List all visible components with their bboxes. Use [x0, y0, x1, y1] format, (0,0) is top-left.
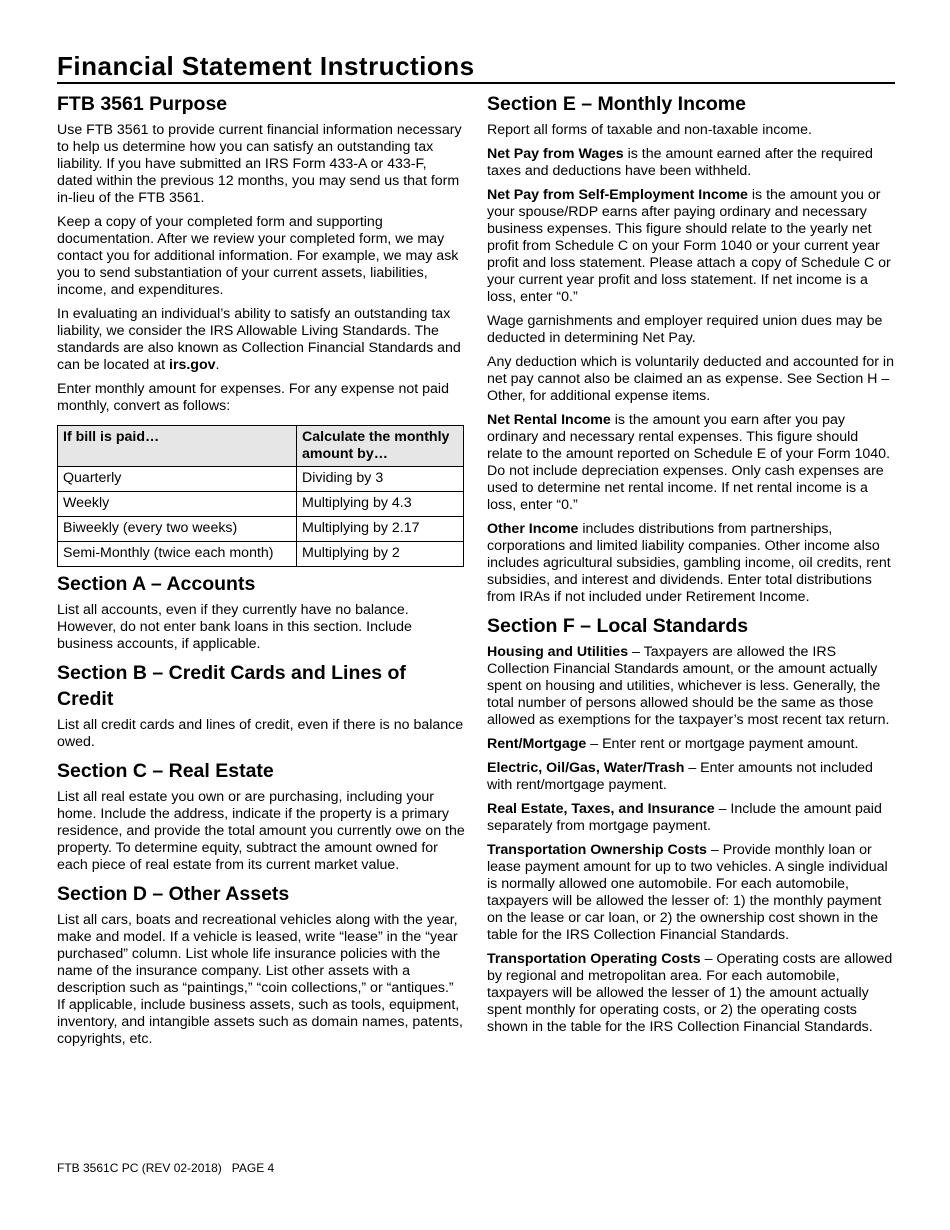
net-rental-paragraph — [487, 412, 897, 514]
net-pay-wages-paragraph — [487, 146, 897, 180]
purpose-heading: FTB 3561 Purpose — [57, 93, 228, 115]
rent-mortgage-text: – Enter rent or mortgage payment amount. — [586, 736, 859, 752]
deduction-paragraph: Any deduction which is voluntarily deducted and accounted for in net pay cannot also be claimed an as expense. See Section H – Other, for additional expense items. — [487, 354, 894, 404]
table-cell: Multiplying by 2.17 — [297, 517, 464, 542]
rent-mortgage-term: Rent/Mortgage — [487, 736, 587, 752]
real-estate-taxes-text: – Include the amount paid separately from mortgage payment. — [487, 801, 882, 834]
self-employment-paragraph — [487, 187, 897, 306]
section-b-heading: Section B – Credit Cards and Lines of Credit — [57, 662, 406, 710]
section-f-heading: Section F – Local Standards — [487, 615, 749, 637]
table-header-cell: Calculate the monthly amount by… — [297, 426, 464, 467]
section-a-paragraph: List all accounts, even if they currently have no balance. However, do not enter bank loans in this section. Include business accounts, if applicable. — [57, 602, 412, 652]
conversion-table — [57, 425, 464, 567]
self-employment-text: is the amount you or your spouse/RDP earns after paying ordinary and necessary business expenses. This figure should relate to the yearly net profit from Schedule C on your Form 1040 or your current year profit and loss statement. Please attach a copy of Schedule C or your current year profit and loss statement. If net income is a loss, enter “0.” — [487, 187, 891, 305]
operating-costs-term: Transportation Operating Costs — [487, 951, 701, 967]
page-number: PAGE 4 — [231, 1161, 275, 1175]
page-title: Financial Statement Instructions — [57, 51, 475, 81]
purpose-paragraph-3 — [57, 306, 465, 374]
purpose-p3-end: . — [215, 357, 220, 373]
section-c-heading: Section C – Real Estate — [57, 760, 274, 782]
housing-paragraph — [487, 644, 897, 729]
irs-gov-link: irs.gov — [169, 357, 216, 373]
housing-term: Housing and Utilities — [487, 644, 629, 660]
table-header-row — [58, 426, 464, 467]
electric-paragraph — [487, 760, 897, 794]
electric-text: – Enter amounts not included with rent/mortgage payment. — [487, 760, 873, 793]
table-header-cell: If bill is paid… — [58, 426, 297, 467]
table-cell: Biweekly (every two weeks) — [58, 517, 297, 542]
net-pay-wages-text: is the amount earned after the required taxes and deductions have been withheld. — [487, 146, 873, 179]
purpose-p3-text: In evaluating an individual’s ability to satisfy an outstanding tax liability, we consider the IRS Allowable Living Standards. The standards are also known as Collection Financial Standards and can be located at — [57, 306, 461, 373]
table-row — [58, 492, 464, 517]
section-e-intro: Report all forms of taxable and non-taxable income. — [487, 122, 812, 138]
other-income-term: Other Income — [487, 521, 579, 537]
purpose-paragraph-2: Keep a copy of your completed form and supporting documentation. After we review your completed form, we may contact you for additional information. For example, we may ask you to send substantiation of your current assets, liabilities, income, and expenditures. — [57, 214, 459, 298]
other-income-paragraph — [487, 521, 897, 606]
housing-text: – Taxpayers are allowed the IRS Collection Financial Standards amount, or the amount actually spent on housing and utilities, whichever is less. Generally, the total number of persons allowed should be the same as those allowed as exemptions for the taxpayer’s most recent tax return. — [487, 644, 890, 728]
section-e-heading: Section E – Monthly Income — [487, 93, 746, 115]
table-row — [58, 467, 464, 492]
section-d-paragraph: List all cars, boats and recreational vehicles along with the year, make and model. If a vehicle is leased, write “lease” in the “year purchased” column. List whole life insurance policies with the name of the insurance company. List other assets with a description such as “paintings,” “coin collections,” or “antiques.” If applicable, include business assets, such as tools, equipment, inventory, and intangible assets such as domain names, patents, copyrights, etc. — [57, 912, 463, 1047]
garnishment-paragraph: Wage garnishments and employer required union dues may be deducted in determining Net Pay. — [487, 313, 883, 346]
self-employment-term: Net Pay from Self-Employment Income — [487, 187, 748, 203]
page-footer — [57, 1161, 274, 1175]
operating-costs-text: – Operating costs are allowed by regional and metropolitan area. For each automobile, taxpayers will be allowed the lesser of 1) the amount actually spent monthly for operating costs, or 2) the operating costs shown in the table for the IRS Collection Financial Standards. — [487, 951, 893, 1035]
purpose-paragraph-1: Use FTB 3561 to provide current financial information necessary to help us determine how you can satisfy an outstanding tax liability. If you have submitted an IRS Form 433-A or 433-F, dated within the previous 12 months, you may send us that form in-lieu of the FTB 3561. — [57, 122, 462, 206]
other-income-text: includes distributions from partnerships, corporations and limited liability companies. Other income also includes agricultural subsidies, gambling income, oil credits, rent subsidies, and interest and dividends. Enter total distributions from IRAs if not included under Retirement Income. — [487, 521, 891, 605]
real-estate-taxes-paragraph — [487, 801, 897, 835]
net-pay-wages-term: Net Pay from Wages — [487, 146, 624, 162]
table-cell: Dividing by 3 — [297, 467, 464, 492]
section-d-heading: Section D – Other Assets — [57, 883, 290, 905]
form-number: FTB 3561C PC (REV 02-2018) — [57, 1161, 222, 1175]
electric-term: Electric, Oil/Gas, Water/Trash — [487, 760, 685, 776]
section-b-paragraph: List all credit cards and lines of credit, even if there is no balance owed. — [57, 717, 464, 750]
real-estate-taxes-term: Real Estate, Taxes, and Insurance — [487, 801, 715, 817]
rent-mortgage-paragraph — [487, 736, 897, 753]
right-column — [487, 91, 897, 1043]
purpose-paragraph-4: Enter monthly amount for expenses. For any expense not paid monthly, convert as follows: — [57, 381, 449, 414]
title-rule — [57, 82, 895, 84]
table-cell: Multiplying by 2 — [297, 542, 464, 567]
ownership-costs-paragraph — [487, 842, 897, 944]
section-c-paragraph: List all real estate you own or are purchasing, including your home. Include the address, indicate if the property is a primary residence, and provide the total amount you currently owe on the property. To determine equity, subtract the amount owned for each piece of real estate from its current market value. — [57, 789, 465, 873]
net-rental-text: is the amount you earn after you pay ordinary and necessary rental expenses. This figure should relate to the amount reported on Schedule E of your Form 1040. Do not include depreciation expenses. Only cash expenses are used to determine net rental income. If net rental income is a loss, enter “0.” — [487, 412, 891, 513]
ownership-costs-text: – Provide monthly loan or lease payment amount for up to two vehicles. A single individual is normally allowed one automobile. For each automobile, taxpayers will be allowed the lesser of: 1) the monthly payment on the lease or car loan, or 2) the ownership cost shown in the table for the IRS Collection Financial Standards. — [487, 842, 888, 943]
table-cell: Semi-Monthly (twice each month) — [58, 542, 297, 567]
left-column — [57, 91, 465, 1055]
table-row — [58, 517, 464, 542]
net-rental-term: Net Rental Income — [487, 412, 611, 428]
table-cell: Multiplying by 4.3 — [297, 492, 464, 517]
table-cell: Weekly — [58, 492, 297, 517]
ownership-costs-term: Transportation Ownership Costs — [487, 842, 707, 858]
table-row — [58, 542, 464, 567]
table-cell: Quarterly — [58, 467, 297, 492]
operating-costs-paragraph — [487, 951, 897, 1036]
section-a-heading: Section A – Accounts — [57, 573, 256, 595]
